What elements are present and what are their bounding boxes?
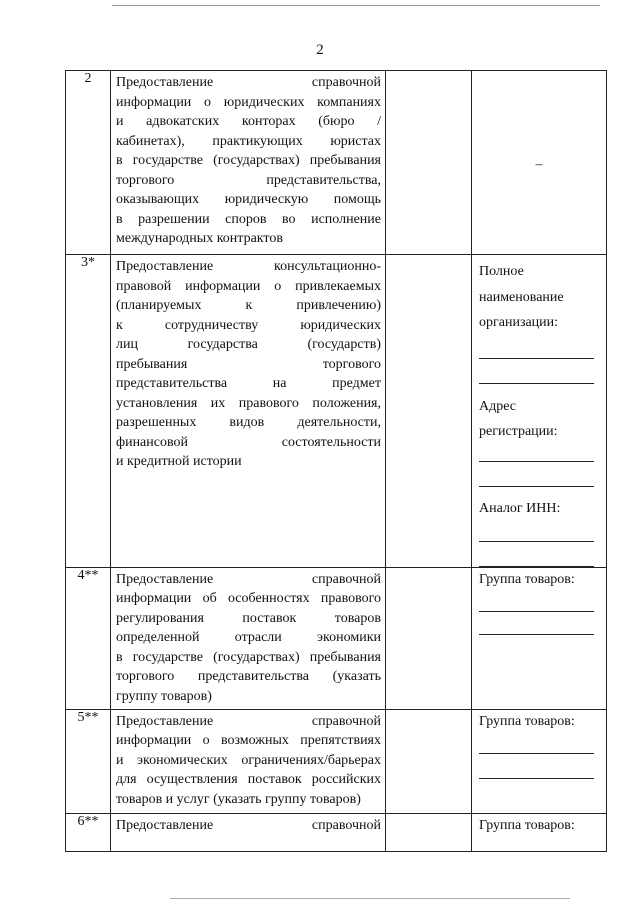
services-table [65,70,607,852]
description-line: Предоставление справочной [116,817,381,833]
row-description [111,709,386,813]
field-label-org-name: Полное наименование организации: [479,264,564,330]
table-row [66,71,607,255]
blank-line [479,634,594,635]
empty-cell [386,71,472,255]
description-text [111,814,385,838]
row-number: 6** [66,813,111,851]
row-description [111,813,386,851]
description-line: к сотрудничеству юридических [116,317,381,333]
description-line: в разрешении споров во исполнение [116,211,381,227]
empty-cell [386,567,472,709]
description-line: информации об особенностях правового [116,591,381,606]
row-description [111,567,386,709]
table-row [66,813,607,851]
description-line: регулирования поставок товаров [116,610,381,626]
description-line: международных контрактов [116,231,283,246]
row-number: 4** [66,567,111,709]
description-line: Предоставление справочной [116,75,381,90]
description-text [111,568,385,709]
description-line: торгового представительства (указать [116,669,381,684]
row-number: 2 [66,71,111,255]
row-number: 3* [66,255,111,568]
field-label-goods-group: Группа товаров: [479,817,575,833]
description-line: и экономических ограничениях/барьерах [116,752,381,768]
field-label-goods-group: Группа товаров: [479,713,575,729]
description-text [111,255,385,474]
fill-cell [472,71,607,255]
field-label-address: Адрес регистрации: [479,398,558,439]
table-row [66,255,607,568]
field-label-tax-id: Аналог ИНН: [479,500,561,516]
empty-cell [386,813,472,851]
empty-cell [386,255,472,568]
description-line: в государстве (государствах) пребывания [116,153,381,168]
table-row [66,709,607,813]
description-line: и адвокатских конторах (бюро / [116,114,381,129]
description-line: оказывающих юридическую помощь [116,192,381,207]
description-line: Предоставление справочной [116,571,381,587]
description-line: разрешенных видов деятельности, [116,415,381,430]
description-line: информации о юридических компаниях [116,94,381,110]
row-description [111,71,386,255]
page-number: 2 [316,42,324,58]
row-number: 5** [66,709,111,813]
description-line: пребывания торгового [116,356,381,372]
description-line: в государстве (государствах) пребывания [116,649,381,665]
table-row [66,567,607,709]
description-line: Предоставление справочной [116,713,381,729]
empty-cell [386,709,472,813]
description-line: определенной отрасли экономики [116,630,381,645]
description-line: финансовой состоятельности [116,434,381,450]
description-line: информации о возможных препятствиях [116,733,381,748]
description-line: Предоставление консультационно- [116,259,381,274]
fill-cell [472,813,607,851]
description-line: установления их правового положения, [116,395,381,411]
description-line: правовой информации о привлекаемых [116,278,381,294]
fill-cell [472,567,607,709]
fill-cell [472,255,607,568]
row-description [111,255,386,568]
description-line: для осуществления поставок российских [116,772,381,787]
field-label-goods-group: Группа товаров: [479,571,575,587]
description-text [111,71,385,251]
description-line: лиц государства (государств) [116,337,381,352]
fill-cell [472,709,607,813]
description-line: и кредитной истории [116,454,242,469]
scan-bottom-edge [170,898,570,899]
description-line: торгового представительства, [116,172,381,188]
description-text [111,710,385,812]
description-line: товаров и услуг (указать группу товаров) [116,791,361,807]
description-line: (планируемых к привлечению) [116,298,381,313]
description-line: группу товаров) [116,688,212,704]
description-line: представительства на предмет [116,376,381,391]
dash-mark: – [535,157,543,172]
scan-top-edge [112,5,600,6]
blank-line [479,778,594,779]
description-line: кабинетах), практикующих юристах [116,133,381,149]
